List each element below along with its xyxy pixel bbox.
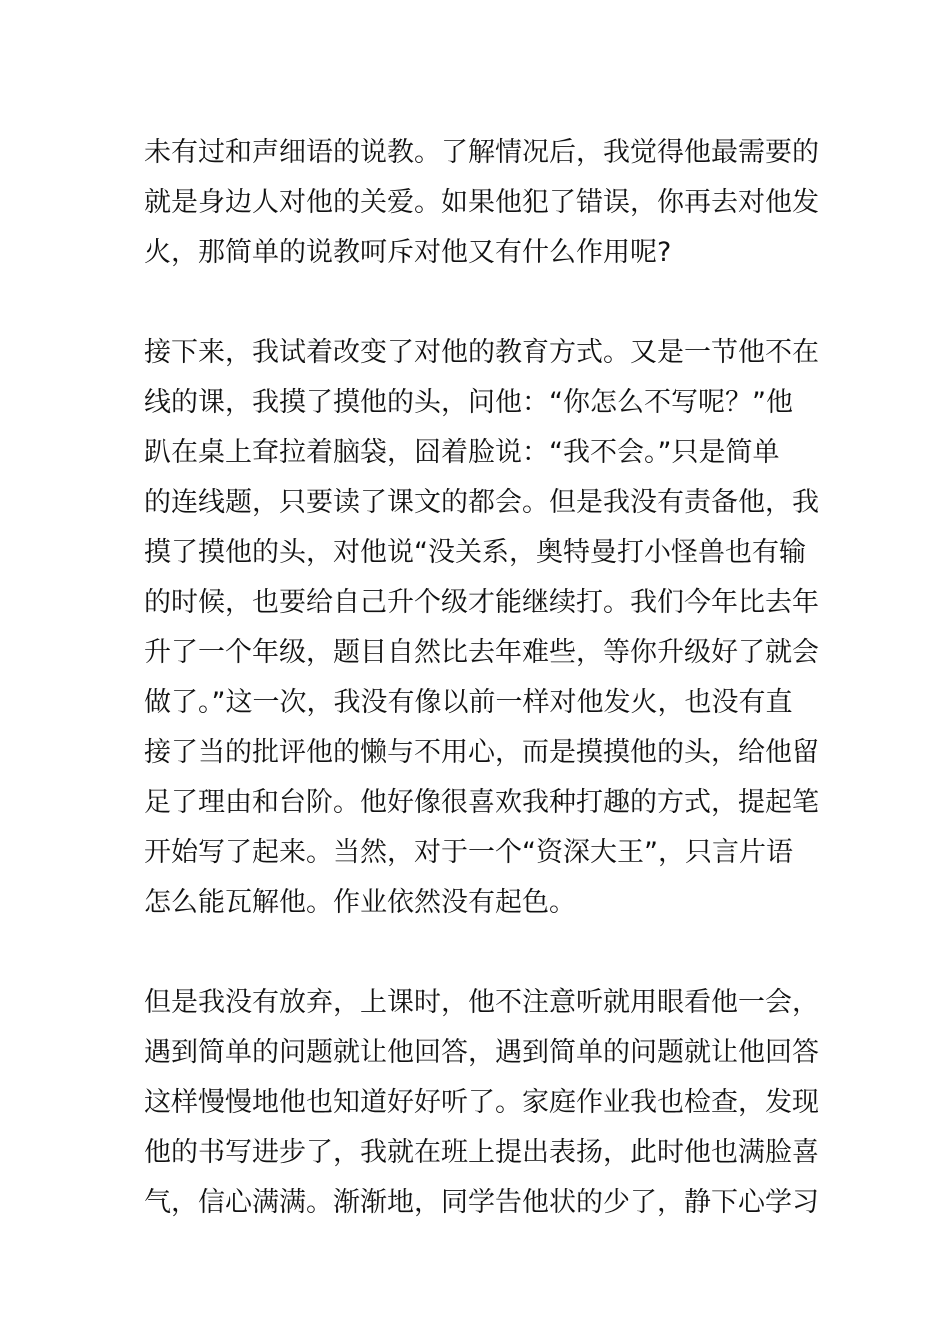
text-line: 摸了摸他的头，对他说“没关系，奥特曼打小怪兽也有输: [144, 537, 806, 568]
paragraph-gap: [144, 278, 814, 328]
paragraph-gap: [144, 928, 814, 978]
text-line: 升了一个年级，题目自然比去年难些，等你升级好了就会: [144, 637, 819, 668]
paragraph-2: [144, 328, 819, 928]
paragraph-3: [144, 978, 819, 1228]
text-line: 他的书写进步了，我就在班上提出表扬，此时他也满脸喜: [144, 1137, 819, 1168]
text-line: 就是身边人对他的关爱。如果他犯了错误，你再去对他发: [144, 187, 819, 218]
text-line: 线的课，我摸了摸他的头，问他：“你怎么不写呢？”他: [144, 387, 793, 418]
text-line: 足了理由和台阶。他好像很喜欢我种打趣的方式，提起笔: [144, 787, 819, 818]
text-line: 但是我没有放弃，上课时，他不注意听就用眼看他一会，: [144, 987, 819, 1018]
text-line: 的时候，也要给自己升个级才能继续打。我们今年比去年: [144, 587, 819, 618]
text-line: 未有过和声细语的说教。了解情况后，我觉得他最需要的: [144, 137, 819, 168]
text-line: 接了当的批评他的懒与不用心，而是摸摸他的头，给他留: [144, 737, 819, 768]
text-line: 火，那简单的说教呵斥对他又有什么作用呢?: [144, 237, 672, 268]
text-line: 怎么能瓦解他。作业依然没有起色。: [144, 887, 576, 918]
text-line: 这样慢慢地他也知道好好听了。家庭作业我也检查，发现: [144, 1087, 819, 1118]
text-line: 接下来，我试着改变了对他的教育方式。又是一节他不在: [144, 337, 819, 368]
paragraph-1: [144, 128, 819, 278]
text-line: 做了。”这一次，我没有像以前一样对他发火，也没有直: [144, 687, 793, 718]
text-line: 趴在桌上耷拉着脑袋，囧着脸说：“我不会。”只是简单: [144, 437, 780, 468]
text-line: 气，信心满满。渐渐地，同学告他状的少了，静下心学习: [144, 1187, 819, 1218]
document-body: [144, 128, 819, 1228]
text-line: 的连线题，只要读了课文的都会。但是我没有责备他，我: [144, 487, 819, 518]
text-line: 开始写了起来。当然，对于一个“资深大王”，只言片语: [144, 837, 793, 868]
text-line: 遇到简单的问题就让他回答，遇到简单的问题就让他回答: [144, 1037, 819, 1068]
